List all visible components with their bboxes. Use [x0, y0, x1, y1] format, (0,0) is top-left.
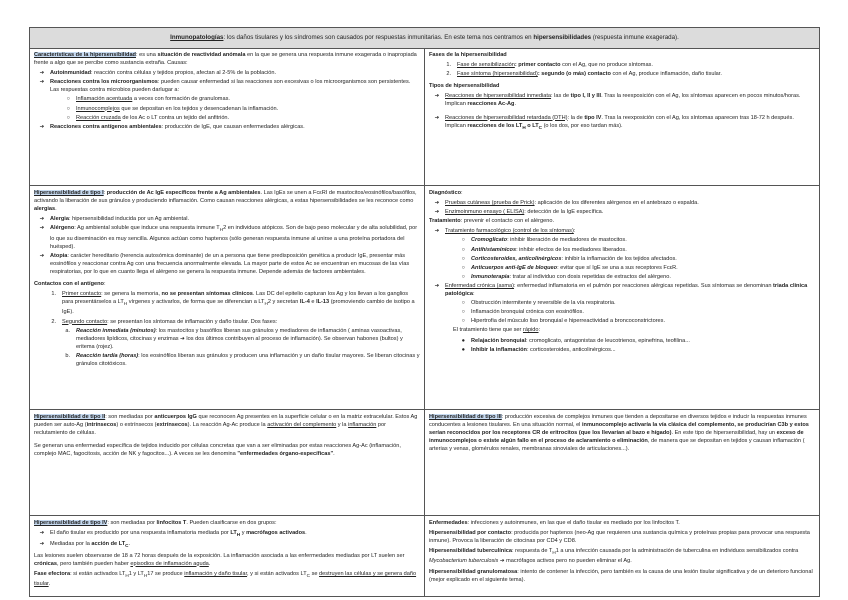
text: : respuesta de T	[512, 548, 553, 555]
arrow-icon: ➔	[39, 79, 45, 86]
tuberculinica-text	[429, 547, 815, 565]
text: : carácter hereditario (herencia autosómica dominante) de un a persona que tiene predisposición genética a producir IgE, presentar más eosinófilos y reaccionar contra Ag con una frecuencia anormalmente elevada. La mayor parte de estos Ac se encuentran en mucosas de las vías respiratorias, por lo que en cuanto llega el alérgeno se genera la respuesta inmune. Depende además de factores ambientales.	[50, 252, 410, 275]
bullet-icon: ●	[461, 337, 465, 344]
text: :	[461, 190, 463, 196]
text: y	[240, 530, 247, 537]
number: 1.	[51, 291, 56, 298]
text: : segundo (o más) contacto	[537, 71, 611, 78]
text: Se generan una enfermedad específica de tejidos inducido por células concretas que van a ser eliminadas por estas reacciones Ag-Ac (inflamación, complejo MAC, fagocitosis, acción de NK y fagocitos...). A veces se les denomina	[34, 443, 401, 458]
arrow-icon: ➔	[39, 123, 45, 130]
list-item	[429, 299, 815, 307]
text: extrínsecos	[156, 422, 188, 429]
circle-icon: ○	[461, 318, 465, 325]
title-term: Inmunopatologías	[170, 34, 224, 41]
text: Fase síntoma (hipersensibilidad)	[457, 71, 538, 78]
text: Reacciones de hipersensibilidad inmediata	[445, 93, 552, 100]
text: : cromoglicato, antagonistas de leucotrienos, epinefrina, teofilina...	[526, 337, 690, 344]
list-item	[34, 318, 420, 326]
text: H	[522, 124, 526, 130]
text: que reconocen Ag presentes en la superficie celular o en la matriz extracelular. Estos Ag pueden ser auto-Ag (	[34, 414, 418, 429]
circle-icon: ○	[461, 300, 465, 307]
text: reacciones de los LT	[467, 122, 523, 129]
text: Diagnóstico	[429, 190, 462, 196]
text: inflamación	[348, 422, 377, 429]
cell-fases	[425, 48, 819, 186]
text: en la que se genera una respuesta inmune exagerada o inapropiada frente a algo que se percibe como sustancia extraña. Causas:	[34, 52, 417, 67]
text: vírgenes y activarlos, de forma que se diferencian a LT	[127, 299, 265, 306]
text: Anticuerpos anti-IgE de bloqueo	[471, 264, 558, 271]
text: H	[219, 227, 224, 233]
text: Reacción inmediata (minutos)	[76, 327, 156, 334]
text: : enfermedad inflamatoria en el pulmón por reacciones alérgicas repetidas. Sus síntomas se denominan	[514, 282, 774, 289]
text: Inflamación bronquial crónica con eosinófilos.	[471, 309, 584, 316]
number: 2.	[446, 71, 451, 78]
list-item	[34, 215, 420, 223]
text: , de manera que se depositan en tejidos y causan inflamación ( arterias y venas, glomérulos renales, membranas sinoviales de articulaciones...).	[429, 438, 805, 453]
text: C	[306, 572, 311, 578]
circle-icon: ○	[66, 114, 70, 121]
tratamiento-heading	[429, 217, 815, 225]
text: 17 se produce	[147, 570, 185, 577]
fases-heading: Fases de la hipersensibilidad	[429, 52, 507, 58]
text: con el Ag, que no produce síntomas.	[560, 62, 653, 69]
text: linfocitos T	[156, 520, 187, 526]
text: : evitar que sí IgE se una a sus receptores FcεR.	[557, 264, 678, 271]
circle-icon: ○	[461, 237, 465, 244]
tratamiento-rapido	[453, 326, 815, 334]
list-item	[429, 92, 815, 108]
list-item	[429, 346, 815, 354]
circle-icon: ○	[461, 264, 465, 271]
tipo-ii-text-2	[34, 442, 420, 458]
text: : producción de IgE, que causan enfermedades alérgicas.	[161, 123, 305, 130]
contactos-heading	[34, 280, 420, 288]
text: alergias	[34, 206, 56, 213]
text: : infecciones y autoinmunes, en las que el daño tisular es mediado por los linfocitos T.	[467, 520, 680, 526]
text: : se genera la memoria,	[101, 291, 162, 298]
text: . Tras la reexposición con el Ag, los síntomas aparecen en pocos minutos/horas. Implican	[445, 93, 801, 108]
text: por reclutamiento de células.	[34, 422, 387, 437]
page-title	[30, 28, 819, 49]
text: : son mediadas por	[105, 414, 155, 420]
tipo-iv-text-2	[34, 552, 420, 568]
list-item	[429, 317, 815, 325]
arrow-icon: ➔	[39, 70, 45, 77]
list-item	[34, 252, 420, 276]
text: .	[208, 560, 211, 567]
text: Reacciones contra antígenos ambientales	[50, 123, 162, 130]
list-item	[34, 114, 420, 122]
text: reacciones Ac-Ag	[467, 101, 515, 108]
list-item	[429, 337, 815, 345]
tipo-ii-heading: Hipersensibilidad de tipo II	[34, 414, 106, 420]
tipo-i-heading: Hipersensibilidad de tipo I	[34, 190, 104, 196]
text: Enfermedad crónica (asma)	[445, 282, 515, 289]
arrow-icon: ➔	[434, 228, 440, 235]
text: no se presentan síntomas clínicos	[161, 291, 253, 298]
text: C	[125, 543, 129, 549]
text: Inmunocomplejos	[76, 105, 120, 112]
text: que se depositan en los tejidos y desencadenan la inflamación.	[119, 105, 279, 112]
list-item	[429, 208, 815, 216]
text: Hipertrofia del músculo liso bronquial e hiperreactividad a broncoconstrictores.	[471, 318, 666, 325]
text: : producida por haptenos (neo-Ag que requieren una sustancia química y proteínas propias para provocar una respuesta inmune). Provoca la liberación de citocinas por CD4 y CD8.	[429, 530, 810, 545]
text: producción de Ac IgE específicos frente a Ag ambientales	[106, 190, 261, 196]
list-item	[34, 123, 420, 131]
text: Corticosteroides, anticolinérgicos	[471, 255, 562, 262]
list-item	[34, 352, 420, 368]
cell-tipo-iv	[30, 516, 425, 596]
text: H	[552, 550, 556, 556]
text: :	[538, 327, 541, 334]
arrow-icon: ➔	[39, 541, 45, 548]
cell-enfermedades	[425, 516, 819, 596]
tipo-iii-text	[429, 413, 815, 453]
text: :	[103, 190, 107, 196]
text: Reacción tardía (horas)	[76, 352, 139, 359]
list-item	[429, 308, 815, 316]
text: El daño tisular es producido por una respuesta inflamatoria mediada por	[50, 530, 231, 537]
letter: b.	[65, 352, 70, 359]
cell-caracteristicas	[30, 48, 425, 186]
text: , pero también pueden haber	[57, 560, 131, 567]
caracteristicas-intro	[34, 51, 420, 67]
text: 2 y secretan	[267, 299, 300, 306]
text: C	[538, 124, 543, 130]
text: inflamación y daño tisular	[184, 570, 248, 577]
text: Inhibir la inflamación	[471, 346, 527, 353]
list-item	[429, 246, 815, 254]
text: .	[514, 101, 516, 108]
text: intrínsecos	[86, 422, 117, 429]
text: Autoinmunidad	[50, 70, 92, 77]
text: , y si están activados LT	[247, 570, 307, 577]
text: Hipersensibilidad tuberculínica	[429, 548, 512, 555]
list-item	[429, 199, 815, 207]
cell-tipo-ii	[30, 410, 425, 516]
letter: a.	[65, 327, 70, 334]
text: tipo IV	[584, 114, 602, 121]
list-item	[34, 95, 420, 103]
text: Segundo contacto	[62, 318, 108, 325]
text: de los Ac o LT contra un tejido del anfitrión.	[120, 114, 230, 121]
text: . Tras la reexposición con el Ag, los síntomas aparecen tras 18-72 h después. Implican	[445, 114, 794, 129]
text: con el Ag, produce inflamación, daño tisular.	[610, 71, 722, 78]
cell-diagnostico	[425, 186, 819, 410]
text: . Las DC del epitelio capturan los Ag y los llevan a los ganglios para presentárselos a LT	[62, 291, 409, 306]
arrow-icon: ➔	[434, 93, 440, 100]
list-item	[429, 114, 815, 132]
text: :	[573, 228, 576, 235]
text: : corticosteroides, anticolinérgicos...	[526, 346, 616, 353]
text: Obstrucción intermitente y reversible de la vía respiratoria.	[471, 300, 616, 307]
text: : primer contacto	[514, 62, 561, 69]
contacto-text	[429, 529, 815, 545]
enfermedades-text	[429, 519, 815, 527]
arrow-icon: ➔	[39, 530, 45, 537]
text: Antihistamínicos	[471, 246, 517, 253]
tipo-ii-text	[34, 413, 420, 437]
text: crónicas	[34, 560, 58, 567]
tipo-iv-text-3	[34, 570, 420, 588]
text: : tratar al individuo con dosis repetidas de extractos del alérgeno.	[509, 273, 671, 280]
text: Cromoglicato	[471, 237, 508, 244]
text: : inhibir efectos de los mediadores liberados.	[516, 246, 627, 253]
title-bold: hipersensibilidades	[533, 34, 592, 41]
text: :	[103, 281, 106, 288]
text: rápido	[522, 327, 539, 334]
text: H	[125, 572, 129, 578]
text: ) o extrínsecos (	[116, 422, 157, 429]
diagnostico-heading	[429, 189, 815, 197]
text: Pruebas cutáneas (prueba de Prick)	[445, 200, 535, 207]
text: LT	[230, 530, 237, 537]
list-item	[429, 61, 815, 69]
text: : si están activados LT	[70, 570, 126, 577]
text: : los eosinófilos liberan sus gránulos y producen una inflamación y un daño tisular mayores. Se liberan citocinas y gránulos citotóxicos.	[76, 352, 420, 367]
text: Inflamación acentuada	[76, 96, 133, 103]
text: o LT	[525, 122, 539, 129]
text: a veces con formación de granulomas.	[132, 96, 230, 103]
list-item	[429, 255, 815, 263]
text: Fase efectora	[34, 570, 71, 577]
circle-icon: ○	[461, 246, 465, 253]
text: Relajación bronquial	[471, 337, 527, 344]
text: .	[55, 206, 57, 213]
text: .	[333, 451, 335, 458]
list-item	[429, 236, 815, 244]
cell-tipo-iii	[425, 410, 819, 516]
text: Tratamiento farmacológico (control de los síntomas)	[445, 228, 574, 235]
text: Las lesiones suelen observarse de 18 a 72 horas después de la exposición. La inflamación asociada a las enfermedades mediadas por LT suelen ser	[34, 552, 405, 559]
circle-icon: ○	[461, 309, 465, 316]
text: .	[48, 580, 51, 587]
text: Hipersensibilidad granulomatosa	[429, 568, 518, 575]
list-item	[34, 78, 420, 94]
arrow-icon: ➔	[434, 282, 440, 289]
list-item	[34, 290, 420, 316]
tipo-iv-heading: Hipersensibilidad de tipo IV	[34, 520, 108, 526]
list-item	[34, 224, 420, 250]
arrow-icon: ➔	[39, 225, 45, 232]
text: Contactos con el antígeno	[34, 281, 104, 288]
list-item	[34, 529, 420, 539]
text: 2 en individuos atópicos. Son de bajo peso molecular y de alta solubilidad, por lo que su diseminación es muy sencilla. Algunos actúan como haptenos (sólo generan respuesta inmune al unirse a una proteína portadora del huésped).	[50, 225, 418, 250]
text: H	[143, 572, 148, 578]
list-item	[34, 540, 420, 550]
arrow-icon: ➔	[39, 216, 45, 223]
list-item	[429, 227, 815, 235]
text: Primer contacto	[62, 291, 102, 298]
cell-tipo-i	[30, 186, 425, 410]
text: : los mastocitos y basófilos liberan sus gránulos y mediadores de inflamación ( aminas vasoactivas, mediadores lipídicos, citocinas y enzimas ➔ los dos últimos contribuyen al proceso de inflamación). Se observan habones (bultos) y eritema (rojez).	[76, 327, 403, 350]
text: : son mediadas por	[107, 520, 157, 526]
list-item	[429, 282, 815, 298]
text: : intento de contener la infección, pero también es la causa de una lesión tisular significativa y de un deterioro funcional (mejor explicado en el siguiente tema).	[429, 568, 813, 583]
text: : inhibir la inflamación de los tejidos afectados.	[561, 255, 677, 262]
circle-icon: ○	[66, 96, 70, 103]
text: Mycobacterium tuberculosis	[429, 558, 499, 565]
text: Atopia	[50, 252, 68, 259]
list-item	[429, 70, 815, 78]
text: (promoviendo cambio de isotipo a IgE).	[62, 299, 415, 316]
text: anticuerpos IgG	[154, 414, 197, 420]
title-tail: (respuesta inmune exagerada).	[591, 34, 679, 41]
text: acción de LT	[91, 541, 126, 548]
text: exceso de inmunocomplejos o existe algún fallo en el proceso de aclaramiento o eliminación	[429, 430, 804, 445]
text: inmunocomplejo activaría la vía clásica del complemento, se producirían C3b y estos serían reconocidos por los receptores CR de eritrocitos (que los llevarían al bazo e hígado)	[429, 422, 809, 437]
title-text: : los daños tisulares y los síndromes son causados por respuestas inmunitarias. En este tema nos centramos en	[223, 34, 534, 41]
text: "enfermedades órgano-específicas"	[237, 451, 334, 458]
circle-icon: ○	[66, 105, 70, 112]
text: : reacción contra células y tejidos propios, afectan al 2-5% de la población.	[91, 70, 277, 77]
text: Enfermedades	[429, 520, 468, 526]
text: IL-4	[299, 299, 310, 306]
text: : Ag ambiental soluble que induce una respuesta inmune T	[74, 225, 220, 232]
text: : la de	[567, 114, 585, 121]
text: : detección de la IgE específica.	[524, 209, 604, 216]
list-item	[429, 264, 815, 272]
text: Alérgeno	[50, 225, 75, 232]
text: : las de	[551, 93, 571, 100]
text: situación de reactividad anómala	[157, 52, 246, 58]
text: 1 y LT	[128, 570, 144, 577]
text: Hipersensibilidad por contacto	[429, 530, 512, 537]
arrow-icon: ➔	[434, 200, 440, 207]
text: El tratamiento tiene que ser	[453, 327, 523, 334]
text: : hipersensibilidad inducida por un Ag ambiental.	[68, 216, 190, 223]
text: Fase de sensibilización	[457, 62, 515, 69]
text: Alergia	[50, 216, 69, 223]
text: Enzimoinmuno ensayo ( ELISA)	[445, 209, 525, 216]
list-item	[34, 105, 420, 113]
text: : aplicación de los diferentes alérgenos en el antebrazo o espalda.	[534, 200, 699, 207]
text: : inhibir liberación de mediadores de mastocitos.	[507, 237, 627, 244]
circle-icon: ○	[461, 273, 465, 280]
text: IL-13	[316, 299, 330, 306]
text: 1 a una infección causada por la administración de tuberculina en individuos sensibilizados contra	[555, 548, 799, 555]
text: Inmunoterapia	[471, 273, 510, 280]
bullet-icon: ●	[461, 346, 465, 353]
text: . En este tipo de hipersensibilidad, hay un	[671, 430, 777, 437]
text: . Pueden clasificarse en dos grupos:	[186, 520, 277, 526]
tipo-iii-heading: Hipersensibilidad de tipo III	[429, 414, 502, 420]
tipo-i-intro	[34, 189, 420, 213]
text: ➔ macrófagos activos pero no pueden eliminar el Ag.	[498, 558, 632, 565]
text: e	[309, 299, 317, 306]
number: 1.	[446, 62, 451, 69]
text: y la	[336, 422, 349, 429]
text: macrófagos activados	[246, 530, 306, 537]
text: : prevenir el contacto con el alérgeno.	[460, 218, 555, 225]
caracteristicas-heading: Características de la hipersensibilidad	[34, 52, 136, 58]
text: triada clínica patológica	[445, 282, 808, 298]
text: . Las IgEs se unen a FcεRI de mastocitos/eosinófilos/basófilos, activando la liberación de sus gránulos y produciendo inflamación. Como causan reacciones alérgicas, a estas hipersensibilidades se les reconoce como	[34, 190, 417, 205]
tipo-iv-intro	[34, 519, 420, 527]
text: se	[310, 570, 320, 577]
text: .	[128, 541, 131, 548]
arrow-icon: ➔	[434, 114, 440, 121]
text: Reacciones de hipersensibilidad retardada (DTH)	[445, 114, 568, 121]
text: Reacciones contra los microorganismos	[50, 79, 158, 86]
text: : se presentan los síntomas de inflamación y daño tisular. Dos fases:	[107, 318, 278, 325]
arrow-icon: ➔	[39, 252, 45, 259]
text: :	[472, 291, 475, 298]
text: Mediadas por la	[50, 541, 92, 548]
text: : producción excesiva de complejos inmunes que tienden a depositarse en diversos tejidos e inducir la respuestas inmunes conducentes a lesiones tisulares. En una situación normal, el	[429, 414, 807, 429]
text: H	[236, 532, 241, 538]
text: activación del complemento	[267, 422, 337, 429]
number: 2.	[51, 318, 56, 325]
text: episodios de inflamación aguda	[130, 560, 209, 567]
list-item	[429, 273, 815, 281]
granulomatosa-text	[429, 568, 815, 584]
tipos-heading: Tipos de hipersensibilidad	[429, 83, 500, 90]
text: H	[123, 301, 128, 307]
text: tipo I, II y III	[570, 93, 602, 100]
text: : pueden causar enfermedad si las reacciones son excesivas o los microorganismos son persistentes. Las respuestas contra microbios pueden darlugar a:	[50, 79, 411, 94]
text: .	[305, 530, 307, 537]
list-item	[34, 69, 420, 77]
text: Tratamiento	[429, 218, 461, 225]
text: H	[264, 301, 268, 307]
circle-icon: ○	[461, 255, 465, 262]
arrow-icon: ➔	[434, 209, 440, 216]
text: destruyen las células y se genera daño tisular	[34, 570, 417, 587]
text: (o los dos, por eso tardan más).	[542, 122, 623, 129]
text: : es una	[135, 52, 158, 58]
text: Reacción cruzada	[76, 114, 121, 121]
page-frame	[29, 27, 820, 597]
text: ). La reacción Ag-Ac produce la	[187, 422, 268, 429]
list-item	[34, 327, 420, 351]
